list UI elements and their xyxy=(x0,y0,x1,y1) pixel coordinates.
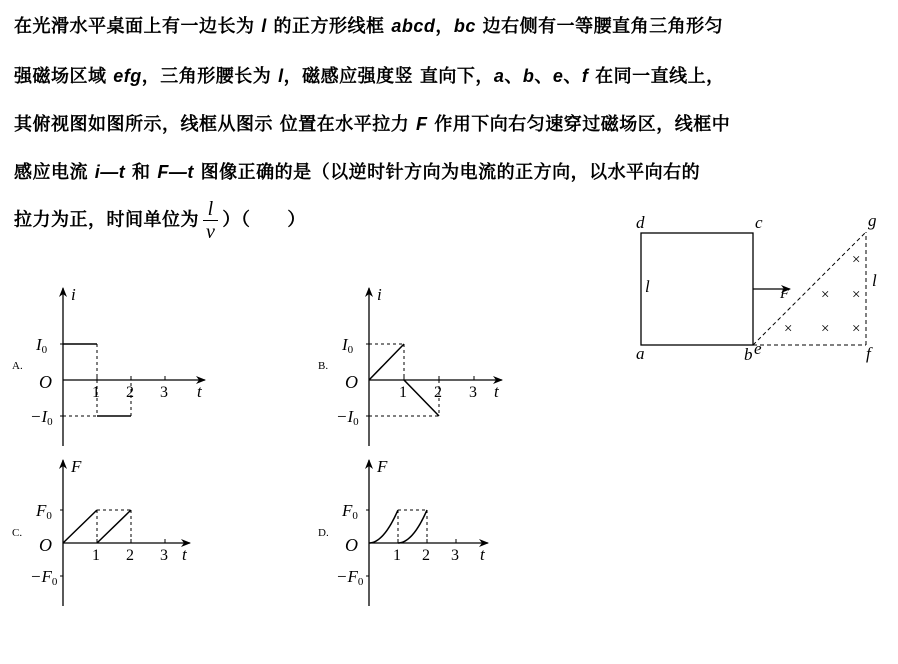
subscript: 0 xyxy=(347,344,354,356)
y-axis-label: i xyxy=(71,285,76,304)
var-l: l xyxy=(261,16,267,36)
subscript: 0 xyxy=(357,576,364,588)
x-tick-label-3: 3 xyxy=(469,384,477,401)
x-tick-label-2: 2 xyxy=(126,384,134,401)
option-a-label[interactable]: A. xyxy=(12,360,23,372)
field-cross-3: × xyxy=(784,321,793,337)
x-tick-label-1: 1 xyxy=(92,547,100,564)
text: 在同一直线上， xyxy=(588,66,725,87)
negative-level-label: −F0 xyxy=(30,567,58,588)
label-side-l-right: l xyxy=(872,271,877,290)
square-frame-abcd xyxy=(641,233,753,345)
var-l: l xyxy=(278,66,284,86)
x-axis-label: t xyxy=(494,382,499,401)
x-tick-label-1: 1 xyxy=(92,384,100,401)
text: ，磁感应强度竖 直向下， xyxy=(283,66,494,87)
x-tick-label-1: 1 xyxy=(399,384,407,401)
var-bc: bc xyxy=(453,16,476,36)
x-tick-label-2: 2 xyxy=(434,384,442,401)
origin-label: O xyxy=(39,535,52,555)
x-tick-label-2: 2 xyxy=(422,547,430,564)
var-F: F xyxy=(416,114,428,134)
x-axis-label: t xyxy=(480,545,485,564)
text: 、 xyxy=(563,66,582,87)
y-axis-label: F xyxy=(71,457,82,476)
negative-level-label: −I0 xyxy=(336,407,359,428)
option-d-graph[interactable] xyxy=(336,457,488,606)
label-f: f xyxy=(866,344,871,363)
y-axis-label: F xyxy=(377,457,388,476)
var-i-t: i—t xyxy=(94,162,126,182)
positive-level-label: F0 xyxy=(36,501,52,522)
x-tick-label-3: 3 xyxy=(160,547,168,564)
origin-label: O xyxy=(39,372,52,392)
text: 边右侧有一等腰直角三角形匀 xyxy=(475,16,724,37)
field-cross-1: × xyxy=(821,287,830,303)
x-tick-label-3: 3 xyxy=(451,547,459,564)
text: 的正方形线框 xyxy=(266,16,392,37)
setup-figure xyxy=(636,211,877,364)
positive-level-label: I0 xyxy=(36,335,48,356)
label-d: d xyxy=(636,213,645,232)
text: 和 xyxy=(125,162,158,183)
field-cross-2: × xyxy=(852,287,861,303)
var-F-t: F—t xyxy=(157,162,194,182)
text: ，三角形腰长为 xyxy=(141,66,279,87)
negative-level-label: −I0 xyxy=(30,407,53,428)
text: 其俯视图如图所示，线框从图示 位置在水平拉力 xyxy=(14,114,417,135)
text: ， xyxy=(435,16,454,37)
field-cross-4: × xyxy=(821,321,830,337)
text: 拉力为正，时间单位为 xyxy=(14,209,199,231)
positive-level-label: I0 xyxy=(342,335,354,356)
label-b: b xyxy=(744,345,753,364)
var-e: e xyxy=(552,66,564,86)
var-f: f xyxy=(581,66,589,86)
label-g: g xyxy=(868,211,877,230)
var-a: a xyxy=(493,66,505,86)
positive-level-label: F0 xyxy=(342,501,358,522)
subscript: 0 xyxy=(41,344,48,356)
option-c-label[interactable]: C. xyxy=(12,527,23,539)
field-cross-5: × xyxy=(852,321,861,337)
text: 、 xyxy=(534,66,553,87)
x-axis-label: t xyxy=(182,545,187,564)
text: 感应电流 xyxy=(14,162,95,183)
subscript: 0 xyxy=(352,510,358,522)
negative-level-label: −F0 xyxy=(336,567,364,588)
fraction-numerator: l xyxy=(203,198,218,221)
text: 作用下向右匀速穿过磁场区，线框中 xyxy=(427,114,731,135)
label-side-l: l xyxy=(645,277,650,296)
label-c: c xyxy=(755,213,763,232)
field-cross-0: × xyxy=(852,252,861,268)
option-b-label[interactable]: B. xyxy=(318,360,329,372)
label-a: a xyxy=(636,344,645,363)
text: 在光滑水平桌面上有一边长为 xyxy=(14,16,262,37)
option-a-graph[interactable] xyxy=(30,285,205,446)
text: 、 xyxy=(504,66,523,87)
subscript: 0 xyxy=(51,576,58,588)
x-tick-label-1: 1 xyxy=(393,547,401,564)
magnetic-field-marks xyxy=(784,252,860,337)
label-e: e xyxy=(754,339,762,358)
y-axis-label: i xyxy=(377,285,382,304)
var-b: b xyxy=(522,66,535,86)
text: 强磁场区域 xyxy=(14,66,114,87)
text: ）（ ） xyxy=(222,209,306,231)
text: 图像正确的是（以逆时针方向为电流的正方向，以水平向右的 xyxy=(193,162,701,183)
origin-label: O xyxy=(345,535,358,555)
var-efg: efg xyxy=(113,66,142,86)
origin-label: O xyxy=(345,372,358,392)
data-curve xyxy=(63,510,131,543)
x-axis-label: t xyxy=(197,382,202,401)
option-c-graph[interactable] xyxy=(30,457,190,606)
data-curve xyxy=(369,510,427,543)
x-tick-label-3: 3 xyxy=(160,384,168,401)
subscript: 0 xyxy=(353,416,359,428)
option-b-graph[interactable] xyxy=(336,285,502,446)
label-F: F xyxy=(780,286,790,302)
subscript: 0 xyxy=(47,416,53,428)
subscript: 0 xyxy=(46,510,52,522)
fraction-denominator: v xyxy=(206,221,216,243)
option-d-label[interactable]: D. xyxy=(318,527,329,539)
x-tick-label-2: 2 xyxy=(126,547,134,564)
var-abcd: abcd xyxy=(391,16,436,36)
